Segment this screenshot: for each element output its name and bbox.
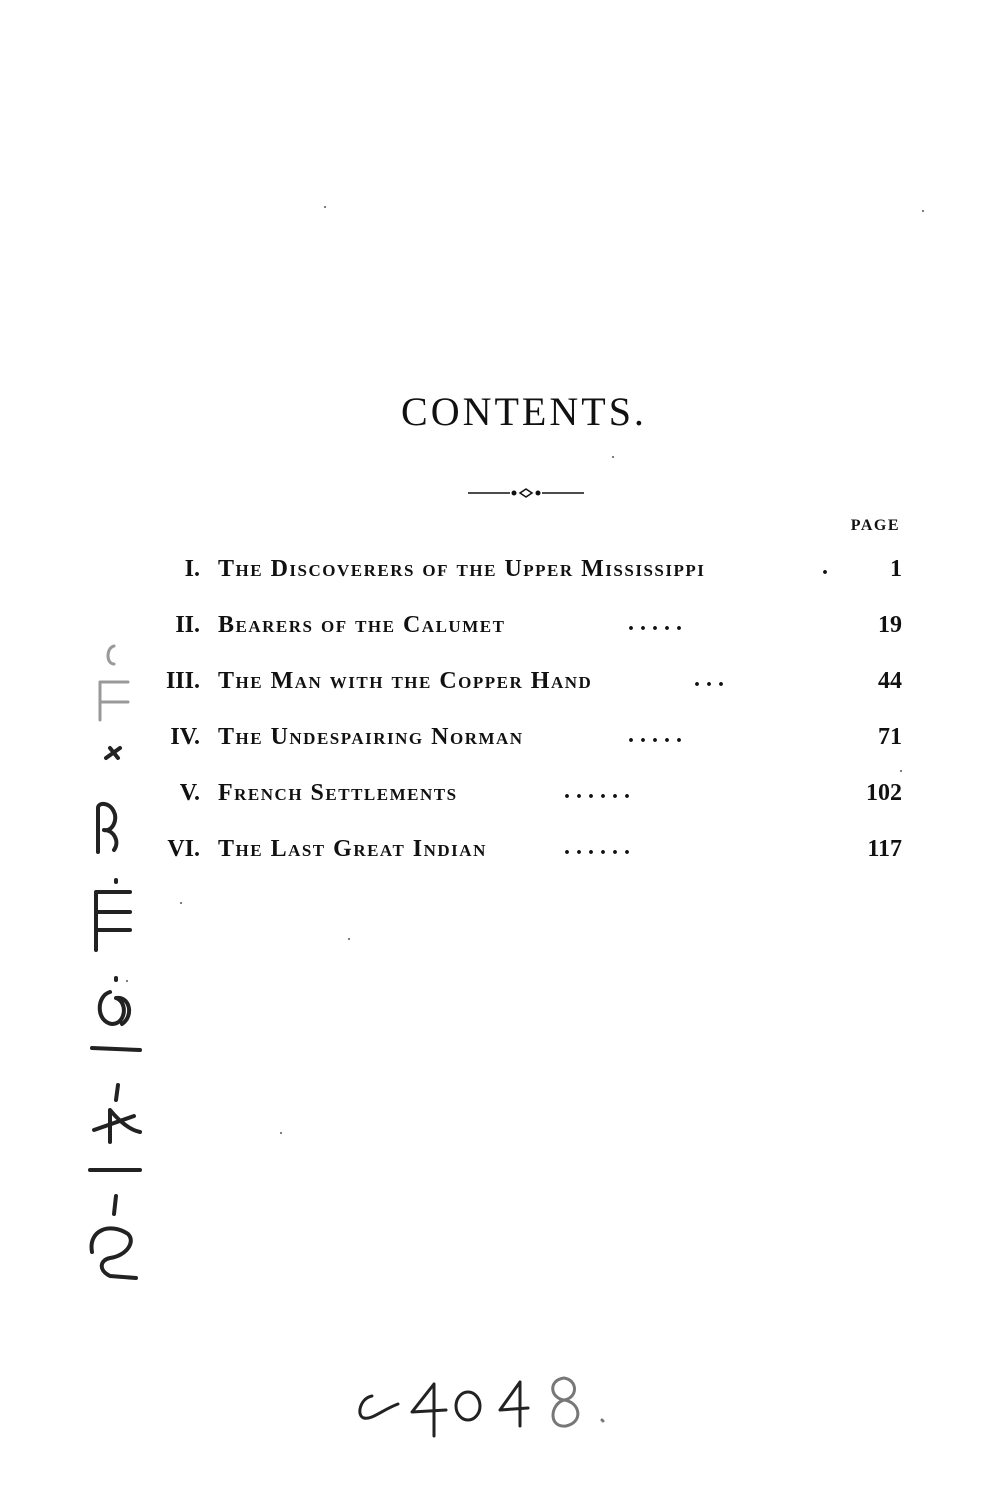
chapter-title: Bearers of the Calumet xyxy=(218,612,506,638)
chapter-number: II. xyxy=(175,612,200,638)
chapter-title: The Undespairing Norman xyxy=(218,724,524,750)
chapter-number: V. xyxy=(179,780,200,806)
chapter-number: I. xyxy=(184,556,200,582)
chapter-number: III. xyxy=(165,668,200,694)
handwritten-catalog-number xyxy=(350,1370,620,1440)
toc-entry xyxy=(120,720,902,776)
chapter-page: 71 xyxy=(878,724,902,750)
leader-dots: . . . . . . xyxy=(564,834,630,860)
chapter-page: 1 xyxy=(890,556,902,582)
scan-speck xyxy=(324,206,326,208)
table-of-contents xyxy=(120,552,902,888)
ornament-divider-icon xyxy=(468,484,584,502)
page-column-label: PAGE xyxy=(850,517,900,534)
scan-speck xyxy=(180,902,182,904)
page-title: CONTENTS. xyxy=(401,389,647,434)
toc-entry xyxy=(120,608,902,664)
leader-dots: . . . xyxy=(694,666,724,692)
scan-speck xyxy=(348,938,350,940)
toc-entry xyxy=(120,776,902,832)
chapter-page: 19 xyxy=(878,612,902,638)
chapter-page: 102 xyxy=(866,780,902,806)
chapter-title: The Man with the Copper Hand xyxy=(218,668,593,694)
chapter-title: French Settlements xyxy=(218,780,458,806)
scan-speck xyxy=(612,456,614,458)
leader-dots: . . . . . xyxy=(628,610,682,636)
toc-entry xyxy=(120,552,902,608)
leader-dots: . . . . . xyxy=(628,722,682,748)
toc-entry xyxy=(120,664,902,720)
chapter-page: 44 xyxy=(878,668,902,694)
handwritten-margin-note xyxy=(70,630,160,1290)
toc-entry xyxy=(120,832,902,888)
scan-speck xyxy=(900,770,902,772)
leader-dots: . . . . . . xyxy=(564,778,630,804)
chapter-page: 117 xyxy=(867,836,902,862)
leader-dots: . xyxy=(822,554,828,580)
scan-speck xyxy=(922,210,924,212)
chapter-number: VI. xyxy=(167,836,200,862)
scan-speck xyxy=(126,980,128,982)
scan-speck xyxy=(280,1132,282,1134)
chapter-title: The Discoverers of the Upper Mississippi xyxy=(218,556,706,582)
chapter-title: The Last Great Indian xyxy=(218,836,487,862)
chapter-number: IV. xyxy=(170,724,200,750)
